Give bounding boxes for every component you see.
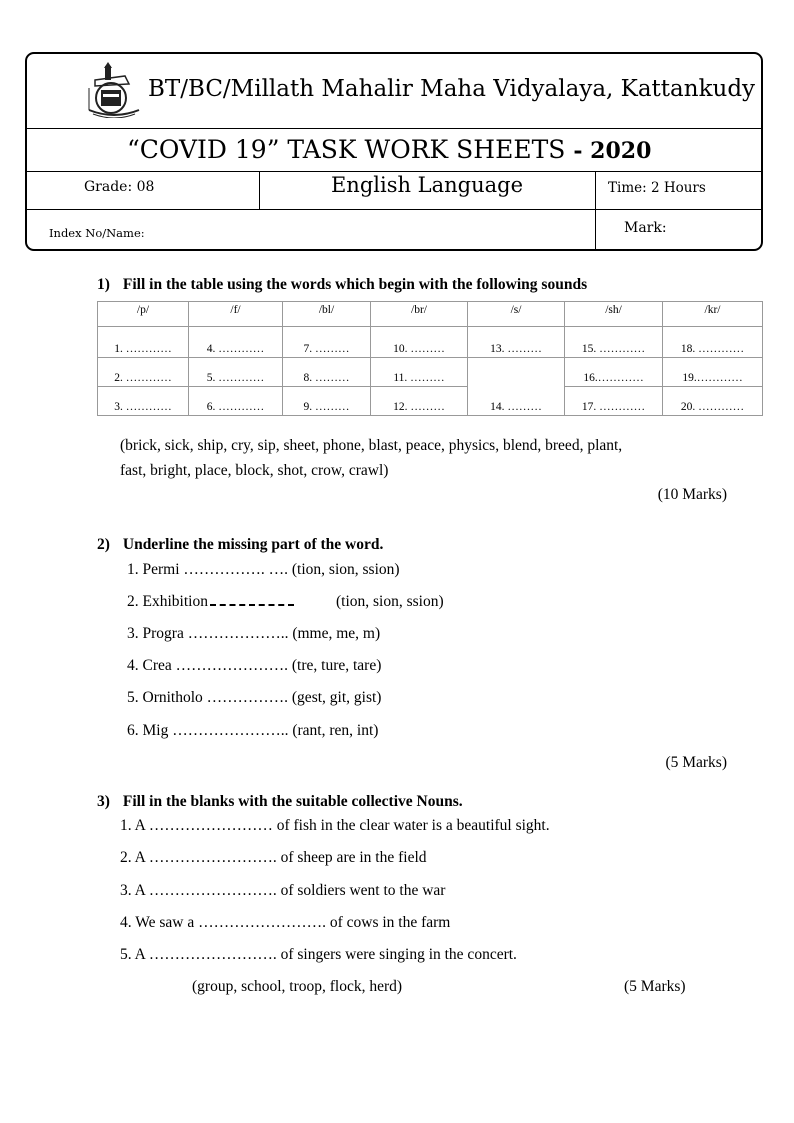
table-cell[interactable]: 8. ……… bbox=[283, 358, 371, 387]
table-cell[interactable]: 7. ……… bbox=[283, 327, 371, 358]
q1-word-list-line-1: (brick, sick, ship, cry, sip, sheet, phone, blast, peace, physics, blend, breed, plant, bbox=[120, 437, 623, 454]
q2-item: 3. Progra ……………….. (mme, me, m) bbox=[127, 625, 381, 642]
table-cell[interactable]: 13. ……… bbox=[468, 327, 565, 358]
table-cell[interactable]: 9. ……… bbox=[283, 387, 371, 416]
title-row bbox=[27, 129, 761, 172]
q3-item: 5. A ……………………. of singers were singing in the concert. bbox=[120, 946, 517, 963]
table-cell[interactable]: 14. ……… bbox=[468, 358, 565, 416]
divider bbox=[595, 172, 596, 209]
table-cell[interactable]: 12. ……… bbox=[371, 387, 468, 416]
table-cell[interactable]: 20. ………… bbox=[663, 387, 763, 416]
q2-number: 2) bbox=[97, 536, 110, 553]
time-label: Time: 2 Hours bbox=[608, 180, 706, 196]
table-cell[interactable]: 11. ……… bbox=[371, 358, 468, 387]
q2-item-word: 2. Exhibition bbox=[127, 593, 208, 610]
column-header: /kr/ bbox=[663, 302, 763, 327]
worksheet-title-main: “COVID 19” TASK WORK SHEETS bbox=[127, 135, 566, 164]
column-header: /s/ bbox=[468, 302, 565, 327]
q3-number: 3) bbox=[97, 793, 110, 810]
table-cell[interactable]: 5. ………… bbox=[189, 358, 283, 387]
table-row bbox=[98, 358, 763, 387]
q2-item-options: (tion, sion, ssion) bbox=[336, 593, 444, 610]
q1-number: 1) bbox=[97, 276, 110, 293]
q1-word-list-line-2: fast, bright, place, block, shot, crow, crawl) bbox=[120, 462, 389, 479]
divider bbox=[595, 210, 596, 251]
subject-label: English Language bbox=[330, 173, 524, 197]
table-cell[interactable]: 15. ………… bbox=[565, 327, 663, 358]
q1-marks: (10 Marks) bbox=[657, 486, 727, 503]
column-header: /br/ bbox=[371, 302, 468, 327]
table-row bbox=[98, 327, 763, 358]
q3-item: 1. A …………………… of fish in the clear water is a beautiful sight. bbox=[120, 817, 550, 834]
table-cell[interactable]: 2. ………… bbox=[98, 358, 189, 387]
q2-item: 4. Crea …………………. (tre, ture, tare) bbox=[127, 657, 382, 674]
q3-heading bbox=[97, 793, 463, 811]
q2-marks: (5 Marks) bbox=[665, 754, 727, 771]
table-cell[interactable]: 6. ………… bbox=[189, 387, 283, 416]
table-cell[interactable]: 1. ………… bbox=[98, 327, 189, 358]
column-header: /f/ bbox=[189, 302, 283, 327]
name-row bbox=[27, 210, 761, 251]
q3-item: 4. We saw a ……………………. of cows in the farm bbox=[120, 914, 451, 931]
mark-label: Mark: bbox=[624, 220, 667, 236]
header-box bbox=[25, 52, 763, 251]
grade-label: Grade: 08 bbox=[84, 179, 155, 195]
q2-item: 1. Permi ……………. …. (tion, sion, ssion) bbox=[127, 561, 400, 578]
table-cell[interactable]: 10. ……… bbox=[371, 327, 468, 358]
table-cell[interactable]: 17. ………… bbox=[565, 387, 663, 416]
index-name-label: Index No/Name: bbox=[49, 226, 145, 240]
table-cell[interactable]: 3. ………… bbox=[98, 387, 189, 416]
column-header: /bl/ bbox=[283, 302, 371, 327]
underline-example bbox=[210, 596, 294, 606]
table-header-row bbox=[98, 302, 763, 327]
q3-marks: (5 Marks) bbox=[624, 978, 686, 995]
worksheet-year: - 2020 bbox=[573, 138, 652, 164]
school-row bbox=[27, 54, 761, 129]
table-cell[interactable]: 19.………… bbox=[663, 358, 763, 387]
table-cell[interactable]: 18. ………… bbox=[663, 327, 763, 358]
q2-item: 5. Ornitholo ……………. (gest, git, gist) bbox=[127, 689, 382, 706]
q3-item: 3. A ……………………. of soldiers went to the war bbox=[120, 882, 446, 899]
table-row bbox=[98, 387, 763, 416]
q1-heading-text: Fill in the table using the words which begin with the following sounds bbox=[122, 276, 588, 293]
q3-options: (group, school, troop, flock, herd) bbox=[192, 978, 403, 995]
table-cell[interactable]: 16.………… bbox=[565, 358, 663, 387]
column-header: /p/ bbox=[98, 302, 189, 327]
q2-item: 6. Mig ………………….. (rant, ren, int) bbox=[127, 722, 379, 739]
q1-heading bbox=[97, 276, 587, 294]
q3-item: 2. A ……………………. of sheep are in the field bbox=[120, 849, 427, 866]
sounds-table bbox=[97, 301, 763, 416]
q2-item bbox=[127, 593, 444, 611]
info-row bbox=[27, 172, 761, 210]
school-crest-logo bbox=[85, 62, 143, 118]
column-header: /sh/ bbox=[565, 302, 663, 327]
worksheet-title bbox=[127, 135, 651, 164]
q2-heading-text: Underline the missing part of the word. bbox=[122, 536, 384, 553]
school-name: BT/BC/Millath Mahalir Maha Vidyalaya, Kattankudy bbox=[148, 76, 756, 102]
q3-heading-text: Fill in the blanks with the suitable collective Nouns. bbox=[122, 793, 463, 810]
q2-heading bbox=[97, 536, 383, 554]
table-cell[interactable]: 4. ………… bbox=[189, 327, 283, 358]
